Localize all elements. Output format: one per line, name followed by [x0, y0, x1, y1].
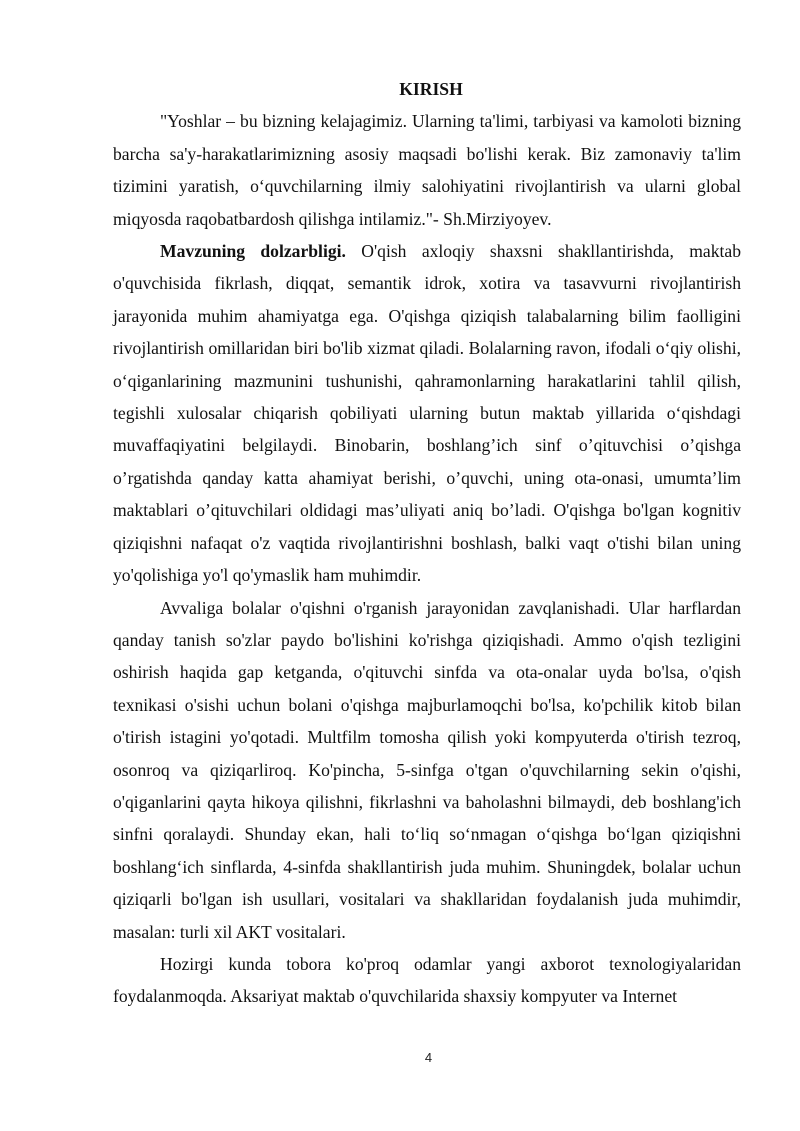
body-paragraph-4: Hozirgi kunda tobora ko'proq odamlar yangi axborot texnologiyalaridan foydalanmoqda. Aksariyat maktab o'quvchilarida shaxsiy kompyuter va Internet	[113, 953, 741, 1007]
relevance-text: O'qish axloqiy shaxsni shakllantirishda, maktab o'quvchisida fikrlash, diqqat, semantik idrok, xotira va tasavvurni rivojlantirish jarayonida muhim ahamiyatga ega. O'qishga qiziqish talabalarning bilim faolligini rivojlantirish omillaridan biri bo'lib xizmat qiladi. Bolalarning ravon, ifodali o‘qiy olishi, o‘qiganlarining mazmunini tushunishi, qahramonlarning harakatlarini tahlil qilish, tegishli xulosalar chiqarish qobiliyati ularning butun maktab yillarida o‘qishdagi muvaffaqiyatini belgilaydi. Binobarin, boshlang’ich sinf o’qituvchisi o’qishga o’rgatishda qanday katta ahamiyat berishi, o’quvchi, uning ota-onasi, umumta’lim maktablari o’qituvchilari oldidagi mas’uliyati aniq bo’ladi. O'qishga bo'lgan kognitiv qiziqishni nafaqat o'z vaqtida rivojlantirishni boshlash, balki vaqt o'tishi bilan uning yo'qolishiga yo'l qo'ymaslik ham muhimdir.	[113, 241, 741, 586]
relevance-lead: Mavzuning dolzarbligi.	[160, 241, 346, 262]
relevance-paragraph	[113, 235, 741, 591]
body-paragraph-3: Avvaliga bolalar o'qishni o'rganish jarayonidan zavqlanishadi. Ular harflardan qanday tanish so'zlar paydo bo'lishini ko'rishga qiziqishadi. Ammo o'qish tezligini oshirish haqida gap ketganda, o'qituvchi sinfda va ota-onalar uyda bo'lsa, o'qish texnikasi o'sishi uchun bolani o'qishga majburlamoqchi bo'lsa, ko'pchilik kitob bilan o'tirish istagini yo'qotadi. Multfilm tomosha qilish yoki kompyuterda o'tirish tezroq, osonroq va qiziqarliroq. Ko'pincha, 5-sinfga o'tgan o'quvchilarning sekin o'qishi, o'qiganlarini qayta hikoya qilishni, fikrlashni va baholashni bilmaydi, deb boshlang'ich sinfni qoralaydi. Shunday ekan, hali to‘liq so‘nmagan o‘qishga bo‘lgan qiziqishni boshlang‘ich sinflarda, 4-sinfda shakllantirish juda muhim. Shuningdek, bolalar uchun qiziqarli bo'lgan ish usullari, vositalari va shakllaridan foydalanish juda muhimdir, masalan: turli xil AKT vositalari.	[113, 597, 741, 942]
epigraph-quote: "Yoshlar – bu bizning kelajagimiz. Ularning ta'limi, tarbiyasi va kamoloti bizning barcha sa'y-harakatlarimizning asosiy maqsadi bo'lishi kerak. Biz zamonaviy ta'lim tizimini yaratish, o‘quvchilarning ilmiy salohiyatini rivojlantirish va ularni global miqyosda raqobatbardosh qilishga intilamiz."- Sh.Mirziyoyev.	[113, 111, 741, 229]
section-heading: KIRISH	[399, 79, 463, 99]
page-body	[113, 73, 741, 1013]
page-number: 4	[424, 1050, 433, 1065]
